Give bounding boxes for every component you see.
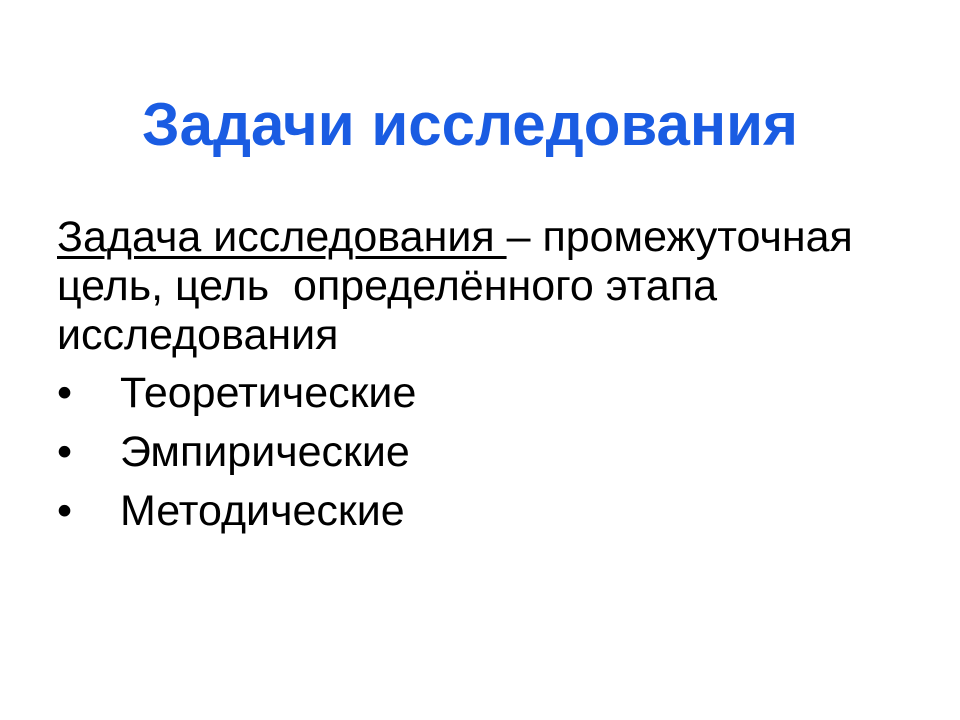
bullet-icon: • [57,369,73,417]
bullet-label-empirical: Эмпирические [120,428,410,476]
paragraph-line-1 [57,213,930,262]
bullet-icon: • [57,487,73,535]
paragraph-line-3: исследования [57,311,339,359]
bullet-icon: • [57,428,73,476]
definition-term-underlined: Задача исследования [57,213,507,261]
slide-body [57,213,930,536]
bullet-label-theoretical: Теоретические [120,369,417,417]
paragraph-line-1-rest: – промежуточная [506,213,853,261]
list-item [57,428,930,477]
page-title: Задачи исследования [142,91,798,158]
list-item [57,369,930,418]
bullet-label-methodical: Методические [120,487,405,535]
bullet-list [57,369,930,536]
list-item [57,487,930,536]
definition-paragraph [57,213,930,360]
paragraph-line-2: цель, цель определённого этапа [57,262,718,310]
